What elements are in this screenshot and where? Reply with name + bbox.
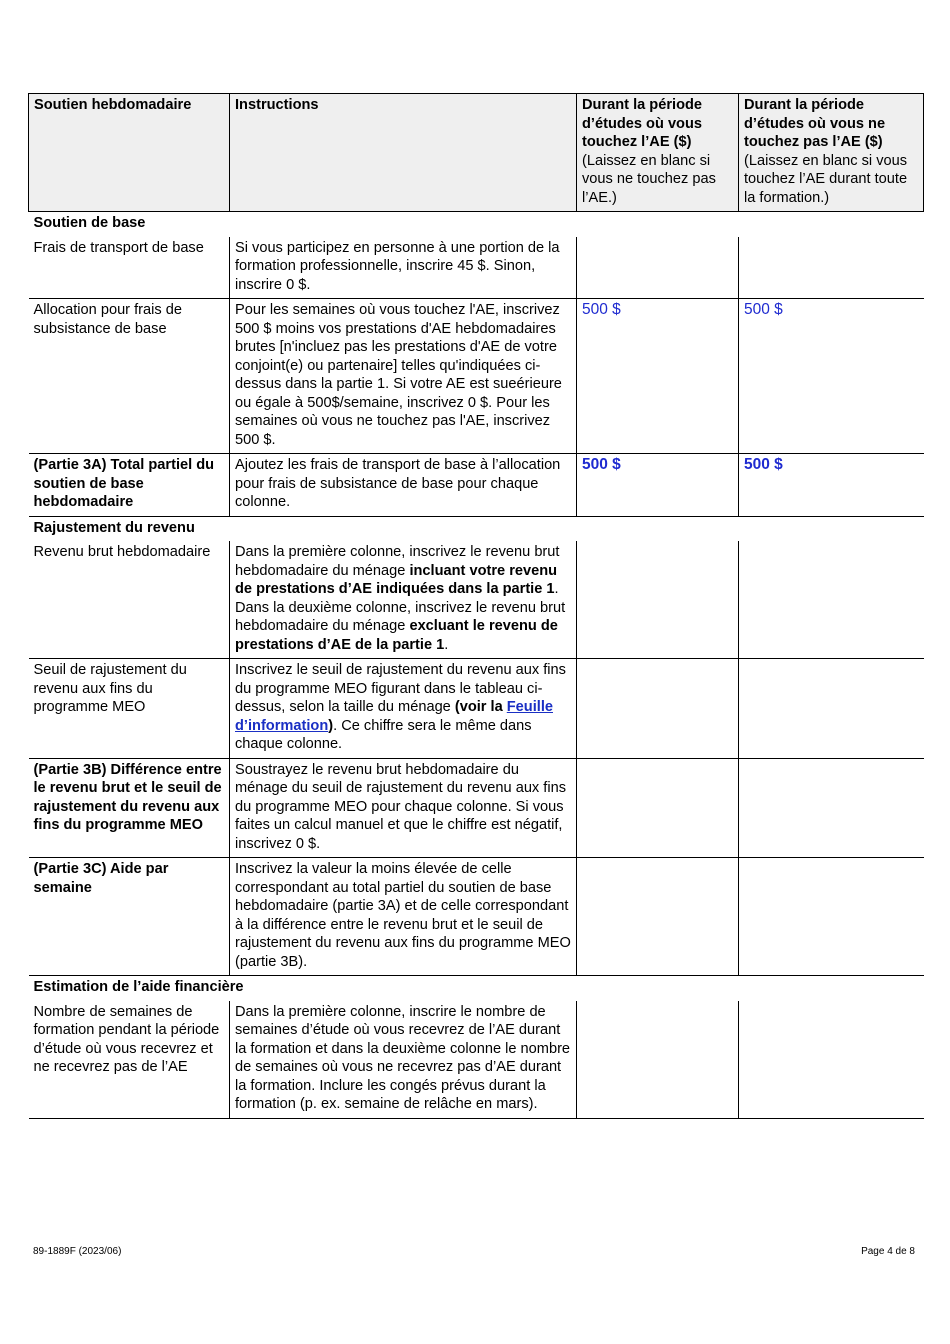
- section-income-adjustment: [29, 516, 924, 541]
- aid-3c-with-ei-field[interactable]: [577, 858, 739, 976]
- row-label: (Partie 3C) Aide par semaine: [29, 858, 230, 976]
- row-transport: [29, 237, 924, 299]
- header-without-ei: [739, 94, 924, 212]
- weeks-with-ei-field[interactable]: [577, 1001, 739, 1119]
- fact-sheet-link[interactable]: Feuille d’information: [235, 699, 553, 734]
- row-label: Nombre de semaines de formation pendant la période d’étude où vous recevrez et ne recevrez pas de l’AE: [29, 1001, 230, 1119]
- row-aid-3c: [29, 858, 924, 976]
- row-instructions: Inscrivez le seuil de rajustement du revenu aux fins du programme MEO figurant dans le tableau ci-dessus, selon la taille du ménage (voir la Feuille d’information). Ce chiffre sera le même dans chaque colonne.: [230, 659, 577, 759]
- aid-3c-without-ei-field[interactable]: [739, 858, 924, 976]
- weekly-support-table: [28, 93, 924, 1119]
- row-label: Allocation pour frais de subsistance de base: [29, 299, 230, 454]
- threshold-with-ei-field[interactable]: [577, 659, 739, 759]
- form-id: 89-1889F (2023/06): [33, 1246, 122, 1257]
- row-instructions: Inscrivez la valeur la moins élevée de celle correspondant au total partiel du soutien de base hebdomadaire (partie 3A) et de celle correspondant à la différence entre le revenu brut et le seuil de rajustement du revenu aux fins du programme MEO (partie 3B).: [230, 858, 577, 976]
- row-label: (Partie 3B) Différence entre le revenu brut et le seuil de rajustement du revenu aux fins du programme MEO: [29, 758, 230, 858]
- row-gross-income: [29, 541, 924, 659]
- header-instructions: Instructions: [230, 94, 577, 212]
- header-weekly-support: Soutien hebdomadaire: [29, 94, 230, 212]
- weeks-without-ei-field[interactable]: [739, 1001, 924, 1119]
- row-label: Revenu brut hebdomadaire: [29, 541, 230, 659]
- page-number: Page 4 de 8: [861, 1246, 915, 1257]
- row-label: Frais de transport de base: [29, 237, 230, 299]
- row-difference-3b: [29, 758, 924, 858]
- row-label: Seuil de rajustement du revenu aux fins du programme MEO: [29, 659, 230, 759]
- subtotal-3a-with-ei-field[interactable]: 500 $: [577, 454, 739, 517]
- row-subtotal-3a: [29, 454, 924, 517]
- row-living-allowance: [29, 299, 924, 454]
- row-instructions: Pour les semaines où vous touchez l'AE, inscrivez 500 $ moins vos prestations d'AE hebdomadaires brutes [n'incluez pas les prestations d'AE de votre conjoint(e) ou partenaire] telles qu'indiquées ci-dessus dans la partie 1. Si votre AE est sueérieure ou égale à 500$/semaine, inscrivez 0 $. Pour les semaines où vous ne touchez pas l'AE, inscrivez 500 $.: [230, 299, 577, 454]
- table-header-row: [29, 94, 924, 212]
- header-with-ei: [577, 94, 739, 212]
- header-without-ei-title: Durant la période d’études où vous ne touchez pas l’AE ($): [744, 97, 886, 150]
- section-title: Soutien de base: [33, 215, 146, 231]
- transport-without-ei-field[interactable]: [739, 237, 924, 299]
- row-weeks: [29, 1001, 924, 1119]
- row-instructions: Si vous participez en personne à une portion de la formation professionnelle, inscrire 45 $. Sinon, inscrire 0 $.: [230, 237, 577, 299]
- row-instructions: Dans la première colonne, inscrire le nombre de semaines d’étude où vous recevrez de l’AE durant la formation et dans la deuxième colonne le nombre de semaines où vous ne recevrez pas d’AE durant la formation. Inclure les congés prévus durant la formation (p. ex. semaine de relâche en mars).: [230, 1001, 577, 1119]
- subtotal-3a-without-ei-field[interactable]: 500 $: [739, 454, 924, 517]
- section-financial-estimate: [29, 976, 924, 1001]
- section-base-support: [29, 212, 924, 237]
- row-label: (Partie 3A) Total partiel du soutien de base hebdomadaire: [29, 454, 230, 517]
- row-instructions: Soustrayez le revenu brut hebdomadaire du ménage du seuil de rajustement du revenu aux fins du programme MEO pour chaque colonne. Si vous faites un calcul manuel et que le chiffre est négatif, inscrivez 0 $.: [230, 758, 577, 858]
- header-without-ei-note: (Laissez en blanc si vous touchez l’AE durant toute la formation.): [744, 152, 908, 206]
- diff-3b-with-ei-field[interactable]: [577, 758, 739, 858]
- gross-with-ei-field[interactable]: [577, 541, 739, 659]
- transport-with-ei-field[interactable]: [577, 237, 739, 299]
- diff-3b-without-ei-field[interactable]: [739, 758, 924, 858]
- living-without-ei-field[interactable]: 500 $: [739, 299, 924, 454]
- living-with-ei-field[interactable]: 500 $: [577, 299, 739, 454]
- section-title: Estimation de l’aide financière: [33, 979, 244, 995]
- threshold-without-ei-field[interactable]: [739, 659, 924, 759]
- gross-without-ei-field[interactable]: [739, 541, 924, 659]
- row-instructions: Dans la première colonne, inscrivez le revenu brut hebdomadaire du ménage incluant votre revenu de prestations d’AE indiquées dans la partie 1. Dans la deuxième colonne, inscrivez le revenu brut hebdomadaire du ménage excluant le revenu de prestations d’AE de la partie 1.: [230, 541, 577, 659]
- section-title: Rajustement du revenu: [33, 519, 195, 536]
- row-instructions: Ajoutez les frais de transport de base à l’allocation pour frais de subsistance de base pour chaque colonne.: [230, 454, 577, 517]
- header-with-ei-note: (Laissez en blanc si vous ne touchez pas l’AE.): [582, 152, 716, 206]
- row-threshold: [29, 659, 924, 759]
- header-with-ei-title: Durant la période d’études où vous touchez l’AE ($): [582, 97, 703, 150]
